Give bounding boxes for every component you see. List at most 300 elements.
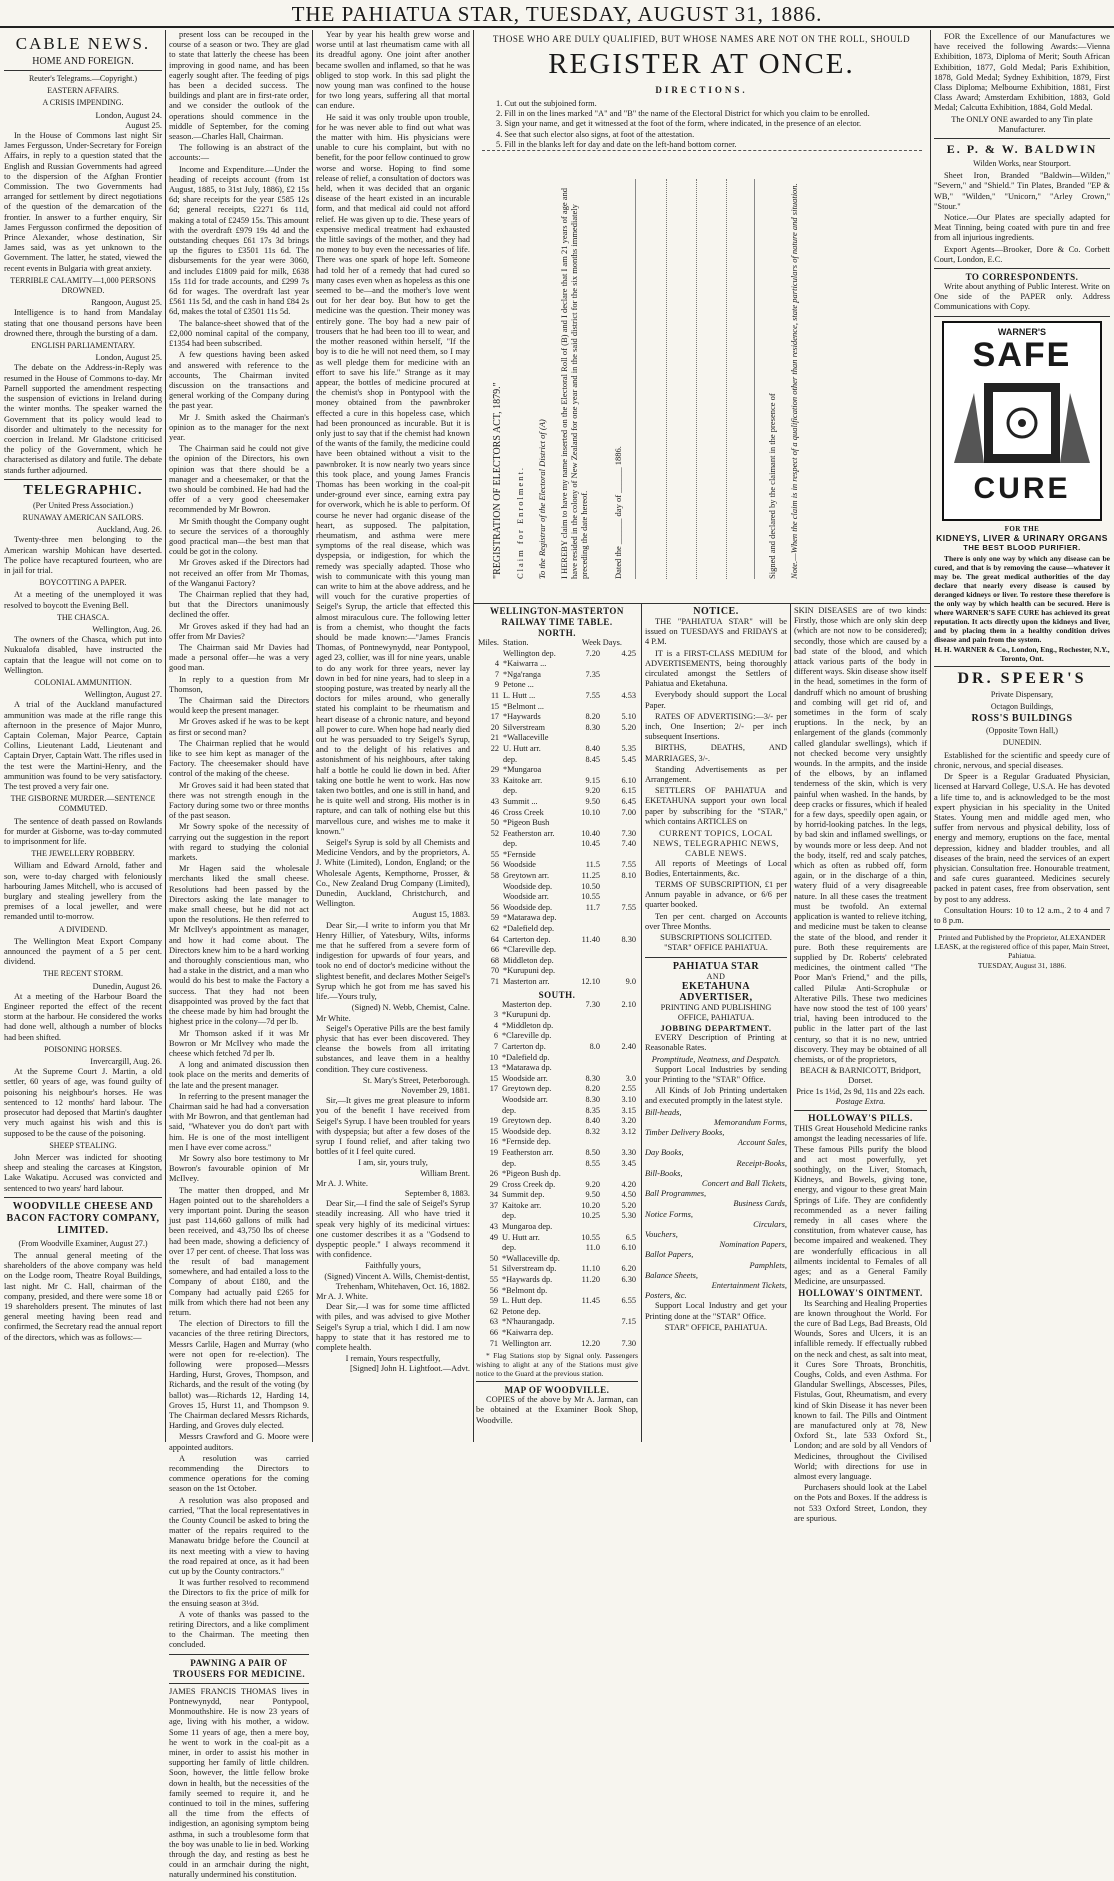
timetable-am: 9.20 [585,1179,600,1189]
timetable-station: L. Hutt dep. [502,1296,543,1306]
timetable-pm: 8.10 [621,871,636,881]
timetable-row [476,733,638,744]
printed-by: Printed and Published by the Proprietor, ALEXANDER LEASK, at the registered office of this paper, Main Street, Pahiatua. [934,933,1110,961]
timetable-row [476,1286,638,1297]
timetable-pm [602,680,638,691]
directions-list [496,99,913,150]
article-paragraph: In reply to a question from Mr Thomson, [169,674,309,694]
timetable-pm [602,818,638,829]
speers-heading: DR. SPEER'S [957,669,1087,687]
timetable-row [476,1000,638,1011]
timetable-miles: 64 [490,934,499,944]
printing-item: Posters, &c. [645,1291,687,1301]
timetable-pm: 7.00 [621,807,636,817]
timetable-am: 8.20 [585,1084,600,1094]
article-paragraph: The balance-sheet showed that of the £2,000 nominal capital of the company, £1354 had been subscribed. [169,318,309,349]
timetable-miles: 46 [490,807,499,817]
timetable-am [566,733,602,744]
timetable-am [566,1137,602,1148]
timetable-station: Masterton arr. [502,977,550,986]
timetable-am: 11.40 [581,934,600,944]
timetable-row [476,1106,638,1117]
timetable-row [476,829,638,840]
timetable-station: Middleton dep. [502,955,554,965]
timetable-pm [602,765,638,776]
timetable-header-row [476,638,638,649]
safe-illustration [944,373,1100,473]
timetable-pm [602,966,638,977]
printing-office-footer: STAR" OFFICE, PAHIATUA. [664,1322,768,1332]
timetable-miles: 13 [489,1063,498,1073]
divider [169,1683,309,1684]
column-rule [165,30,166,1442]
timetable-row [476,1307,638,1318]
article-paragraph: The sentence of death passed on Rowlands for murder at Gisborne, was to-day commuted to imprisonment for life. [4,816,162,847]
timetable-south-table [476,1000,638,1350]
letter-date: September 8, 1883. [404,1188,470,1198]
timetable-pm: 2.55 [621,1084,636,1094]
timetable-pm: 3.45 [621,1158,636,1168]
timetable-row [476,765,638,776]
divider [934,268,1110,269]
timetable-station: *Dalefield dp. [502,1052,550,1062]
timetable-pm: 6.20 [621,1264,636,1274]
timetable-row [476,850,638,861]
timetable-pm: 4.50 [621,1190,636,1200]
timetable-station: dep. [502,839,518,849]
timetable-am [566,1063,602,1074]
timetable-row [476,1042,638,1053]
timetable-station: Petone dep. [502,1306,541,1316]
timetable-row [476,1021,638,1032]
printing-items-list [645,1108,787,1302]
timetable-pm [602,1063,638,1074]
timetable-am: 11.10 [581,1264,600,1274]
form-claim-title: Claim for Enrolment. [515,466,525,579]
timetable-row [476,903,638,914]
timetable-station: *Fernside [502,849,536,859]
timetable-station: *Kurupuni dep. [502,966,556,976]
printing-item: Receipt-Books, [736,1158,787,1168]
timetable-pm [602,733,638,744]
direction-item: 1. Cut out the subjoined form. [496,99,597,108]
timetable-station: *Wallaceville dp. [502,1253,560,1263]
timetable-row [476,1159,638,1170]
speers-octagon: Octagon Buildings, [990,701,1054,711]
timetable-row [476,1254,638,1265]
timetable-am: 10.55 [581,892,600,902]
holloway-ointment-body: Its Searching and Healing Properties are known throughout the World. For the cure of Bad Legs, Bad Breasts, Old Wounds, Sores and Ulcers, it is an infallible remedy. If effectually rubbed on the neck and chest, as salt into meat, it Cures Sore Throats, Bronchitis, Coughs, Colds, and even Asthma. For Glandular Swellings, Abscesses, Piles, Fistulas, Gout, Rheumatism, and every kind of Skin Disease it has never been known to fail. The Pills and Ointment are manufactured only at 78, New Oxford St., late 533 Oxford St., London; and are sold by all Vendors of Medicines, throughout the Civilised World; with directions for use in almost every language. [794,1298,927,1482]
article-paragraph: Sir,—It gives me great pleasure to inform you of the benefit I have received from Seigel's Syrup. I have been troubled for years with dyspepsia; but after a few doses of the syrup I found relief, and after taking two bottles of it I feel quite cured. [316,1096,470,1157]
timetable-miles: 37 [489,1200,498,1210]
form-dated: Dated the ______ day of ______ 1886. [613,446,623,579]
baldwin-notice: Notice.—Our Plates are specially adapted for Meat Tinning, being coated with pure tin and free from all injurious ingredients. [934,213,1110,243]
dateline: Wellington, Aug. 26. [92,624,162,634]
timetable-miles: 66 [489,1328,498,1337]
timetable-am [566,659,602,670]
timetable-station: Petone ... [502,680,534,690]
baldwin-heading: E. P. & W. BALDWIN [946,142,1098,157]
timetable-am: 11.45 [581,1296,600,1306]
timetable-miles: 17 [489,1084,498,1094]
column-right-ads [934,30,1110,1442]
article-paragraph: He said it was only trouble upon trouble, for he was never able to find out what was the matter with him. His physicians were unable to cure his complaint, but with no benefit, for the poor fellow continued to grow worse and worse. Hoping to find some release of relief, a consultation of doctors was held, when it was decided that an organic disease of the heart existed in an incurable form, and that medical aid could not afford relief. He was given up to die. These years of expensive medical treatment had exhausted the little savings of the mother, and they had no money to buy even the necessaries of life. There was one spark of hope left. Someone had told her of a remedy that had cured so many cases even when as hopeless as this one seemed to be—and the mother's love went out for her dear boy. But how to get the medicine was the question. Their money was entirely gone. The boy had a new pair of trousers that he had been too ill to wear, and the mother reasoned within herself, "If the boy is to die he will not need them, so I may as well pledge them for medicine with an effort to save his life." Strange as it may appear, the bottles of medicine procured at the chemist's shop in Pontypool with the money obtained from the pawnbroker effected a cure in this hopeless case, which had been pronounced as incurable. But it is only just to say that if the chemist had known of the wants of the family, the medicine could have been obtained without a visit to the pawnbroker. It is now nearly two years since this took place, and young James Francis Thomas has been working in the coal-pit under-ground ever since, earning extra pay for overwork, which he is able to perform. Of course he never had organic disease of the heart, as supposed. The palpitation, rheumatism, and asthma were mere symptoms of the real disease, which was dyspepsia, or indigestion, for which the remedy was specially adapted. Those who wish to communicate with this young man can write to him at the above address, and he will vouch for the curative properties of Seigel's Syrup, the article that effected this almost miraculous cure. The following letter is from a chemist, who thought the facts should be made known:—"James Francis Thomas, of Pontnewynydd, near Pontypool, aged 23, collier, was ill for nine years, unable to do any work for three years, never lay down in bed for nine years, had to sleep in a stooping posture, was treated by nearly all the doctors for miles around, who generally stated his complaint to be rheumatism and heart disease of a chronic nature, and beyond all power to cure. When hope had nearly died out he was persuaded to try Seigel's Syrup, and to the delight of his relatives and astonishment of his neighbours, after taking half a bottle he could lie down in bed. After taking one bottle he went to work. Has now taken two bottles, and one is still in hand, and he is quite well and strong. His mother is in rapture, and can talk of nothing else but this marvellous cure, and wishes me to make it known." [316,112,470,836]
direction-item: 2. Fill in on the lines marked "A" and "B" the name of the Electoral District for which you claim to be enrolled. [496,109,870,119]
article-paragraph: A resolution was carried recommending the Directors to commence operations for the coming season on the 1st October. [169,1453,309,1494]
article-paragraph: present loss can be recouped in the course of a season or two. They are glad to state that latterly the cheese has been improving in good name, and has been eagerly sought after. The feeding of pigs has been a decided success. The buildings and plant are in first-rate order, and we consider the outlook of the operations should commence in the middle of September, for the coming season.—Charles Hall, Chairman. [169,30,309,142]
dateline: London, August 25. [95,353,162,363]
letter-recipient: Mr A. J. White. [316,1291,368,1301]
timetable-am [566,1254,602,1265]
timetable-am: 7.30 [585,999,600,1009]
timetable-row [476,1201,638,1212]
divider [645,957,787,958]
article-paragraph: The Chairman said the Directors would keep the present manager. [169,696,309,716]
article-paragraph: The matter then dropped, and Mr Hagen pointed out to the shareholders a very important point. During the season just past 114,660 gallons of milk had been received, and 43,750 lbs of cheese had been made, showing a deficiency of over 17 per cent. of cheese. That loss was the result of bad management somewhere, and had entailed a loss to the Company of about £180, and the Company had actually paid £265 for milk from which there had not been any return. [169,1185,309,1317]
timetable-am: 11.5 [585,860,600,870]
timetable-row [476,1328,638,1339]
skin-price: Price 1s 1½d, 2s 9d, 11s and 22s each. [796,1086,925,1096]
printing-item: Concert and Ball Tickets, [701,1178,787,1188]
timetable-pm: 2.40 [621,1041,636,1051]
timetable-am: 10.40 [581,828,600,838]
timetable-miles [476,649,501,660]
article-paragraph: Dear Sir,—I find the sale of Seigel's Syrup steadily increasing. All who have tried it speak very highly of its medicinal virtues: one customer describes it as a "Godsend to dyspeptic people." I always recommend it with confidence. [316,1199,470,1260]
printing-office: PRINTING AND PUBLISHING OFFICE, PAHIATUA. [660,1002,772,1022]
timetable-miles: 16 [489,1137,498,1147]
timetable-miles: 7 [493,1041,498,1051]
printing-paragraph: All Kinds of Job Printing undertaken and executed promptly in the latest style. [645,1086,787,1106]
timetable-row [476,797,638,808]
timetable-row [476,1264,638,1275]
section-heading: THE GISBORNE MURDER.—SENTENCE COMMUTED. [10,794,156,814]
tinplate-note: The ONLY ONE awarded to any Tin plate Manufacturer. [951,114,1093,134]
timetable-am: 11.20 [581,1275,600,1285]
timetable-pm [602,702,638,713]
letter-recipient: Mr A. J. White. [316,1178,368,1188]
section-heading: RUNAWAY AMERICAN SAILORS. [22,512,144,522]
article-paragraph: Twenty-three men belonging to the American warship Mohican have deserted. The police have recaptured fourteen, who are in jail for trial. [4,535,162,575]
timetable-row [476,1339,638,1350]
timetable-station: dep. [502,1211,517,1221]
section-heading: A DIVIDEND. [58,924,108,934]
timetable-row [476,966,638,977]
header-station: Station. [502,638,529,647]
timetable-pm: 4.53 [621,690,636,700]
timetable-row [476,1010,638,1021]
timetable-am [566,765,602,776]
timetable-pm: 5.20 [621,722,636,732]
printing-paragraph: EVERY Description of Printing at Reasonable Rates. [645,1033,787,1053]
printing-item: Day Books, [645,1148,684,1158]
column-rule [930,30,931,1442]
timetable-row [476,1275,638,1286]
letter-signature: [Signed] John H. Lightfoot.—Advt. [349,1364,470,1374]
divider [4,70,162,71]
timetable-station: Mungaroa dep. [502,1222,553,1232]
article-paragraph: The debate on the Address-in-Reply was resumed in the House of Commons to-day. Mr Parnell supported the amendment respecting the suspension of evictions in Ireland during the winter months. The speaker warned the Government that its policy would lead to disorder and ultimately to the necessity for coercion in Ireland. Mr Gladstone criticised the policy of the Government, which he characterised as dilatory and futile. The debate stands further adjourned. [4,363,162,475]
timetable-am: 11.25 [581,871,600,881]
timetable-pm: 4.25 [621,648,636,658]
notice-subscriptions: SUBSCRIPTIONS SOLICITED. [660,933,772,943]
notice-paragraph: THE "PAHIATUA STAR" will be issued on TUESDAYS and FRIDAYS at 4 P.M. [645,617,787,647]
printing-item: Bill-Books, [645,1168,683,1178]
timetable-row [476,1084,638,1095]
timetable-pm: 5.30 [621,1211,636,1221]
warners-label: WARNER'S [997,326,1047,337]
article-paragraph: The Chairman replied that he would like to see him kept as manager of the Factory. The cheesemaker should have control of the making of the cheese. [169,738,309,779]
timetable-miles: 62 [489,1306,498,1316]
printing-item: Bill-heads, [645,1107,682,1117]
timetable-pm: 7.55 [621,860,636,870]
timetable-miles [476,755,501,766]
form-act-title: "REGISTRATION OF ELECTORS ACT, 1879." [492,382,503,579]
safe-for-the: FOR THE [1004,524,1040,533]
timetable-station: Woodside dep. [502,1126,552,1136]
timetable-station: *Fernside dep. [502,1137,551,1147]
timetable-station: Woodside arr. [502,892,549,902]
article-paragraph: The annual general meeting of the shareholders of the above company was held on the Lodge room, Theatre Royal Buildings, last night. Mr C. Hall, chairman of the company, presided, and there were some 18 or 19 shareholders present. The minutes of last general meeting having been read and confirmed, the Secretary read the annual report of the directors, which was as follows:— [4,1250,162,1342]
rotated-claim-form [492,179,813,579]
timetable-pm: 2.10 [621,999,636,1009]
timetable-row [476,723,638,734]
timetable-pm: 7.30 [621,1338,636,1348]
timetable-miles [476,882,501,893]
telegraphic-heading: TELEGRAPHIC. [23,482,143,498]
timetable-station: *Pigeon Bush dp. [502,1169,561,1179]
timetable-am [566,1307,602,1318]
cable-news-subheading: HOME AND FOREIGN. [32,56,134,67]
article-paragraph: A vote of thanks was passed to the retiring Directors, and a like compliment to the Chairman. The meeting then concluded. [169,1609,309,1650]
map-body: COPIES of the above by Mr A. Jarman, can be obtained at the Examiner Book Shop, Woodville. [476,1395,638,1425]
dateline: Invercargill, Aug. 26. [90,1057,162,1067]
timetable-row [476,1233,638,1244]
timetable-miles: 15 [489,1073,498,1083]
letter-date: August 15, 1883. [412,910,470,920]
section-heading: A CRISIS IMPENDING. [42,98,124,108]
article-paragraph: The Chairman replied that they had, but that the Directors unanimously declined the offer. [169,589,309,620]
article-paragraph: Seigel's Operative Pills are the best family physic that has ever been discovered. They cleanse the bowels from all irritating substances, and leave them in a healthy condition. They cure costiveness. [316,1023,470,1074]
divider [934,316,1110,317]
skin-proprietors: BEACH & BARNICOTT, Bridport, Dorset. [799,1066,922,1086]
pawning-heading: PAWNING A PAIR OF TROUSERS FOR MEDICINE. [172,1657,306,1679]
timetable-south: SOUTH. [538,989,576,1000]
timetable-am: 8.20 [585,712,600,722]
timetable-row [476,755,638,766]
timetable-station: Featherston arr. [502,1147,554,1157]
timetable-am: 8.45 [585,754,600,764]
notice-paragraph: IT is a FIRST-CLASS MEDIUM for ADVERTISEMENTS, being thoroughly circulated amongst the Settlers of Pahiatua and Eketahuna. [645,648,787,689]
timetable-row [476,1243,638,1254]
timetable-miles: 66 [490,945,499,955]
timetable-row [476,1137,638,1148]
letter-signature: William Brent. [420,1168,470,1178]
timetable-am [566,1328,602,1339]
timetable-pm: 7.55 [621,902,636,912]
column-rule [790,603,791,1442]
header-days: Week Days. [582,638,622,647]
timetable-row [476,871,638,882]
timetable-miles: 59 [489,1296,498,1306]
timetable-miles: 7 [494,669,499,679]
article-paragraph: John Mercer was indicted for shooting sheep and stealing the carcases at Kingston, Lake Wakatipu. Accused was convicted and sentenced to two years' hard labour. [4,1152,162,1193]
timetable-am [566,680,602,691]
timetable-miles: 43 [489,1222,498,1232]
timetable-pm [602,659,638,670]
correspondents-heading: TO CORRESPONDENTS. [965,272,1079,283]
form-note: Note.—When the claim is in respect of a qualification other than residence, state particulars of nature and situation. [789,183,799,579]
timetable-station: Carterton dep. [502,934,551,944]
divider [794,1110,927,1111]
timetable-miles: 9 [494,680,499,690]
railway-timetable [476,606,638,1442]
timetable-row [476,1095,638,1106]
safe-purifier: THE BEST BLOOD PURIFIER. [963,542,1081,552]
timetable-station: Wellington arr. [502,1338,552,1348]
timetable-station: *N'haurangadp. [502,1317,555,1327]
timetable-miles: 4 [493,1020,498,1030]
timetable-row [476,1031,638,1042]
printing-item: Ballot Papers, [645,1250,694,1260]
letter-closing: Faithfully yours, [365,1261,421,1271]
timetable-am [566,1010,602,1021]
timetable-miles: 58 [490,871,499,881]
timetable-am [566,1169,602,1180]
timetable-station: Cross Creek [502,807,544,817]
article-paragraph: Mr J. Smith asked the Chairman's opinion as to the manager for the next year. [169,412,309,442]
timetable-miles [476,1211,500,1222]
timetable-station: dep. [502,1243,517,1253]
timetable-row [476,839,638,850]
timetable-pm: 3.10 [621,1094,636,1104]
timetable-miles: 62 [490,924,499,934]
notice-paragraph: SETTLERS OF PAHIATUA and EKETAHUNA support your own local paper by subscribing for the "STAR," which contains ARTICLES on [645,786,787,826]
timetable-station: *Nga'ranga [502,669,541,679]
article-paragraph: JAMES FRANCIS THOMAS lives in Pontnewynydd, near Pontypool, Monmouthshire. He is now 23 years of age, living with his mother, a widow. Some 11 years of age, then a mere boy, he went to work in the coal-pit as a miner, in order to assist his mother in supporting her family of little children. Soon, however, the little fellow broke down in health, but the necessities of the family seemed to require it, and he continued to toil in the mines, suffering all the time from the effects of indigestion, an agonising symptom being asthma, in such a troublesome form that the boy was unable to lie in bed. Working through the day, and resting as best he could in an armchair during the night, naturally undermined his constitution. [169,1686,309,1880]
timetable-pm: 8.30 [621,934,636,944]
article-paragraph: Mr Thomson asked if it was Mr Bowron or Mr McIlvey who made the cheese which fetched 7d per lb. [169,1028,309,1058]
timetable-miles: 15 [490,701,499,711]
figure-right-icon [1060,393,1090,463]
divider [934,666,1110,667]
timetable-pm: 5.35 [621,743,636,753]
timetable-row [476,1180,638,1191]
notice-paragraph: RATES OF ADVERTISING:—3/- per inch, One Insertion; 2/- per inch subsequent Insertions. [645,711,787,742]
timetable-row [476,1169,638,1180]
timetable-station: *Haywards dp. [502,1275,553,1285]
skin-body: SKIN DISEASES are of two kinds: Firstly, those which are only skin deep (which are not now to be considered); secondly, those which are caused by a bad state of the blood, and which attack various parts of the body in different ways. Skin disease show itself in the head, sometimes in the form of dandruff which no amount of brushing and combing will get rid of, and sometimes in the form of scaly eruptions. In the neck, by an enlargement of the glands (commonly called glandular swellings), which if not checked become very unsightly wounds. In the armpits, and the inside of the elbows, by an inflamed tenderness of the skin, which is very painful when washed. In the hands, by deep cracks or fissures, which if healed for a few days, speedily open again, or by horrid-looking patches. In the legs, by bad skin and inflamed swellings, or by wounds more or less deep. And not the body, itself, red and scaly patches, which as often as rubbed off, form again, or in the discharge of a thin, watery fluid of a very disagreeable nature. In all these cases the treatment must be twofold. An external application is wanted to relieve itching, and medicine must be taken to cleanse the state of the blood, and render it pure. Both these requirements are supplied by Dr. Roberts' celebrated medicines, the ointment called "The Poor Man's Friend," and the pills, called Pilulæ Anti-Scrophulæ or Alterative Pills. These two medicines have now stood the test of 100 years' trial, having been introduced to the public in the latter part of the last century, so that it is no new, untried discovery. They may be obtained of all chemists, or of the proprietors, [794,606,927,1064]
timetable-miles: 6 [493,1031,498,1041]
correspondents-body: Write about anything of Public Interest. Write on One side of the PAPER only. Address Communications with Copy. [934,282,1110,312]
timetable-row [476,924,638,935]
timetable-station: *Belmont ... [502,701,545,711]
timetable-station: U. Hutt arr. [502,743,541,753]
timetable-am [566,913,602,924]
timetable-miles [476,1000,500,1011]
notice-paragraph: BIRTHS, DEATHS, AND MARRIAGES, 3/-. [645,743,787,763]
form-field-line[interactable] [666,179,667,579]
timetable-miles: 63 [489,1317,498,1327]
form-field-line[interactable] [696,179,697,579]
timetable-am [566,956,602,967]
timetable-miles: 51 [489,1264,498,1274]
timetable-station: U. Hutt arr. [502,1232,540,1242]
timetable-miles: 70 [490,966,499,976]
divider [476,1381,638,1382]
section-heading: COLONIAL AMMUNITION. [34,677,132,687]
notice-column [645,606,787,1442]
timetable-am: 10.50 [581,881,600,891]
timetable-miles [476,786,501,797]
timetable-station: *Haywards [502,712,541,722]
timetable-pm: 6.30 [621,1275,636,1285]
timetable-station: *Matarawa dp. [502,1063,552,1073]
article-paragraph: The following is an abstract of the accounts:— [169,143,309,163]
form-field-line[interactable] [726,179,727,579]
timetable-miles: 56 [490,860,499,870]
form-name-fields[interactable] [635,179,755,579]
printing-item: Entertainment Tickets, [711,1280,787,1290]
timetable-am [566,1286,602,1297]
timetable-miles [476,1159,500,1170]
printing-item: Nomination Papers, [719,1240,787,1250]
timetable-station: *Matarawa dep. [502,913,557,923]
divider [934,929,1110,930]
timetable-am [566,1053,602,1064]
timetable-row [476,945,638,956]
timetable-station: *Mungaroa [502,765,542,775]
printing-item: Business Cards, [733,1199,787,1209]
section-heading: SHEEP STEALING. [49,1140,117,1150]
timetable-am: 8.32 [585,1126,600,1136]
timetable-pm [602,1010,638,1021]
section-heading: BOYCOTTING A PAPER. [39,578,127,588]
timetable-miles: 17 [490,712,499,722]
skin-holloway-column [794,606,927,1523]
timetable-station: Greytown dep. [502,1116,552,1126]
timetable-pm: 6.55 [621,1296,636,1306]
timetable-am: 8.50 [585,1147,600,1157]
timetable-station: dep. [502,786,518,796]
timetable-miles: 19 [489,1116,498,1126]
article-paragraph: Mr Groves asked if he was to be kept as first or second man? [169,717,309,737]
timetable-miles: 29 [489,1179,498,1189]
timetable-pm: 7.30 [621,828,636,838]
timetable-pm [602,1031,638,1042]
timetable-am: 9.50 [585,1190,600,1200]
section-heading: EASTERN AFFAIRS. [47,86,119,96]
letter-signature: (Signed) Vincent A. Wills, Chemist-dentist, Trehenham, Whitehaven, Oct. 16, 1882. [324,1271,470,1291]
timetable-am: 11.0 [585,1243,600,1253]
timetable-row [476,882,638,893]
timetable-am [566,1317,602,1328]
timetable-row [476,1074,638,1085]
section-heading: THE RECENT STORM. [43,969,123,979]
timetable-am: 8.0 [589,1041,600,1051]
column-rule [312,30,313,1442]
timetable-station: L. Hutt ... [502,690,536,700]
header-miles: Miles. [478,638,499,647]
timetable-am: 9.20 [585,786,600,796]
timetable-am [566,702,602,713]
timetable-am: 11.7 [585,902,600,912]
notice-paragraph: Standing Advertisements as per Arrangement. [645,764,787,785]
printing-and: AND [706,971,726,981]
timetable-station: Woodside [502,860,536,870]
direction-item: 5. Fill in the blanks left for day and date on the left-hand bottom corner. [496,139,737,149]
timetable-row [476,1211,638,1222]
baldwin-works: Wilden Works, near Stourport. [973,159,1071,169]
